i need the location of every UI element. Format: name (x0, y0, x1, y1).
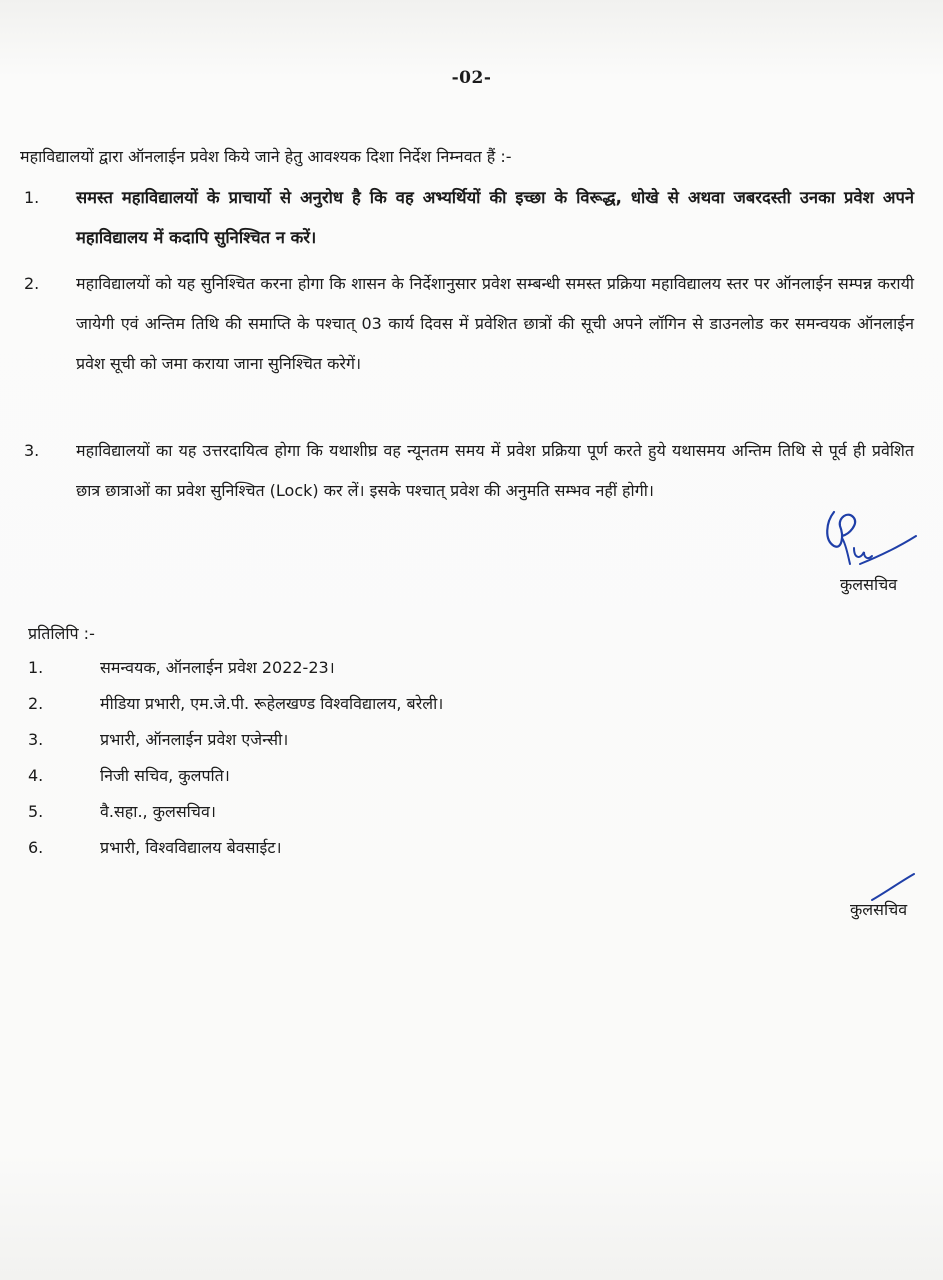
instruction-point-1 (24, 178, 914, 258)
point-text: महाविद्यालयों को यह सुनिश्चित करना होगा कि शासन के निर्देशानुसार प्रवेश सम्बन्धी समस्त प्रक्रिया महाविद्यालय स्तर पर ऑनलाईन सम्पन्न करायी जायेगी एवं अन्तिम तिथि की समाप्ति के पश्चात् 03 कार्य दिवस में प्रवेशित छात्रों की सूची अपने लॉगिन से डाउनलोड कर समन्वयक ऑनलाईन प्रवेश सूची को जमा कराया जाना सुनिश्चित करेगें। (76, 274, 914, 373)
list-item (28, 650, 828, 686)
signature-icon (820, 500, 920, 580)
list-item (28, 722, 828, 758)
copy-to-list (28, 650, 828, 866)
list-item-number: 2. (28, 694, 44, 713)
point-text: महाविद्यालयों का यह उत्तरदायित्व होगा कि यथाशीघ्र वह न्यूनतम समय में प्रवेश प्रक्रिया पूर्ण करते हुये यथासमय अन्तिम तिथि से पूर्व ही प्रवेशित छात्र छात्राओं का प्रवेश सुनिश्चित (Lock) कर लें। इसके पश्चात् प्रवेश की अनुमति सम्भव नहीं होगी। (76, 441, 914, 500)
list-item-text: समन्वयक, ऑनलाईन प्रवेश 2022-23। (100, 658, 335, 677)
list-item-number: 1. (28, 658, 44, 677)
list-item (28, 758, 828, 794)
list-item-text: प्रभारी, विश्वविद्यालय बेवसाईट। (100, 838, 282, 857)
signatory-title: कुलसचिव (840, 575, 898, 594)
list-item-number: 4. (28, 766, 44, 785)
copy-to-label: प्रतिलिपि :- (28, 624, 95, 643)
list-item (28, 686, 828, 722)
intro-heading: महाविद्यालयों द्वारा ऑनलाईन प्रवेश किये जाने हेतु आवश्यक दिशा निर्देश निम्नवत हैं :- (20, 147, 512, 166)
point-number: 2. (24, 274, 40, 293)
list-item-text: प्रभारी, ऑनलाईन प्रवेश एजेन्सी। (100, 730, 289, 749)
instruction-point-3 (24, 431, 914, 511)
list-item-text: निजी सचिव, कुलपति। (100, 766, 230, 785)
point-text: समस्त महाविद्यालयों के प्राचार्यो से अनुरोध है कि वह अभ्यर्थियों की इच्छा के विरूद्ध, धोखे से अथवा जबरदस्ती उनका प्रवेश अपने महाविद्यालय में कदापि सुनिश्चित न करें। (76, 188, 914, 247)
list-item-number: 6. (28, 838, 44, 857)
instruction-point-2 (24, 264, 914, 384)
list-item-text: वै.सहा., कुलसचिव। (100, 802, 216, 821)
point-number: 1. (24, 188, 40, 207)
signatory-title: कुलसचिव (850, 900, 908, 919)
list-item-number: 3. (28, 730, 44, 749)
point-number: 3. (24, 441, 40, 460)
page-number: -02- (451, 68, 492, 88)
list-item-text: मीडिया प्रभारी, एम.जे.पी. रूहेलखण्ड विश्वविद्यालय, बरेली। (100, 694, 444, 713)
list-item (28, 794, 828, 830)
list-item-number: 5. (28, 802, 44, 821)
list-item (28, 830, 828, 866)
